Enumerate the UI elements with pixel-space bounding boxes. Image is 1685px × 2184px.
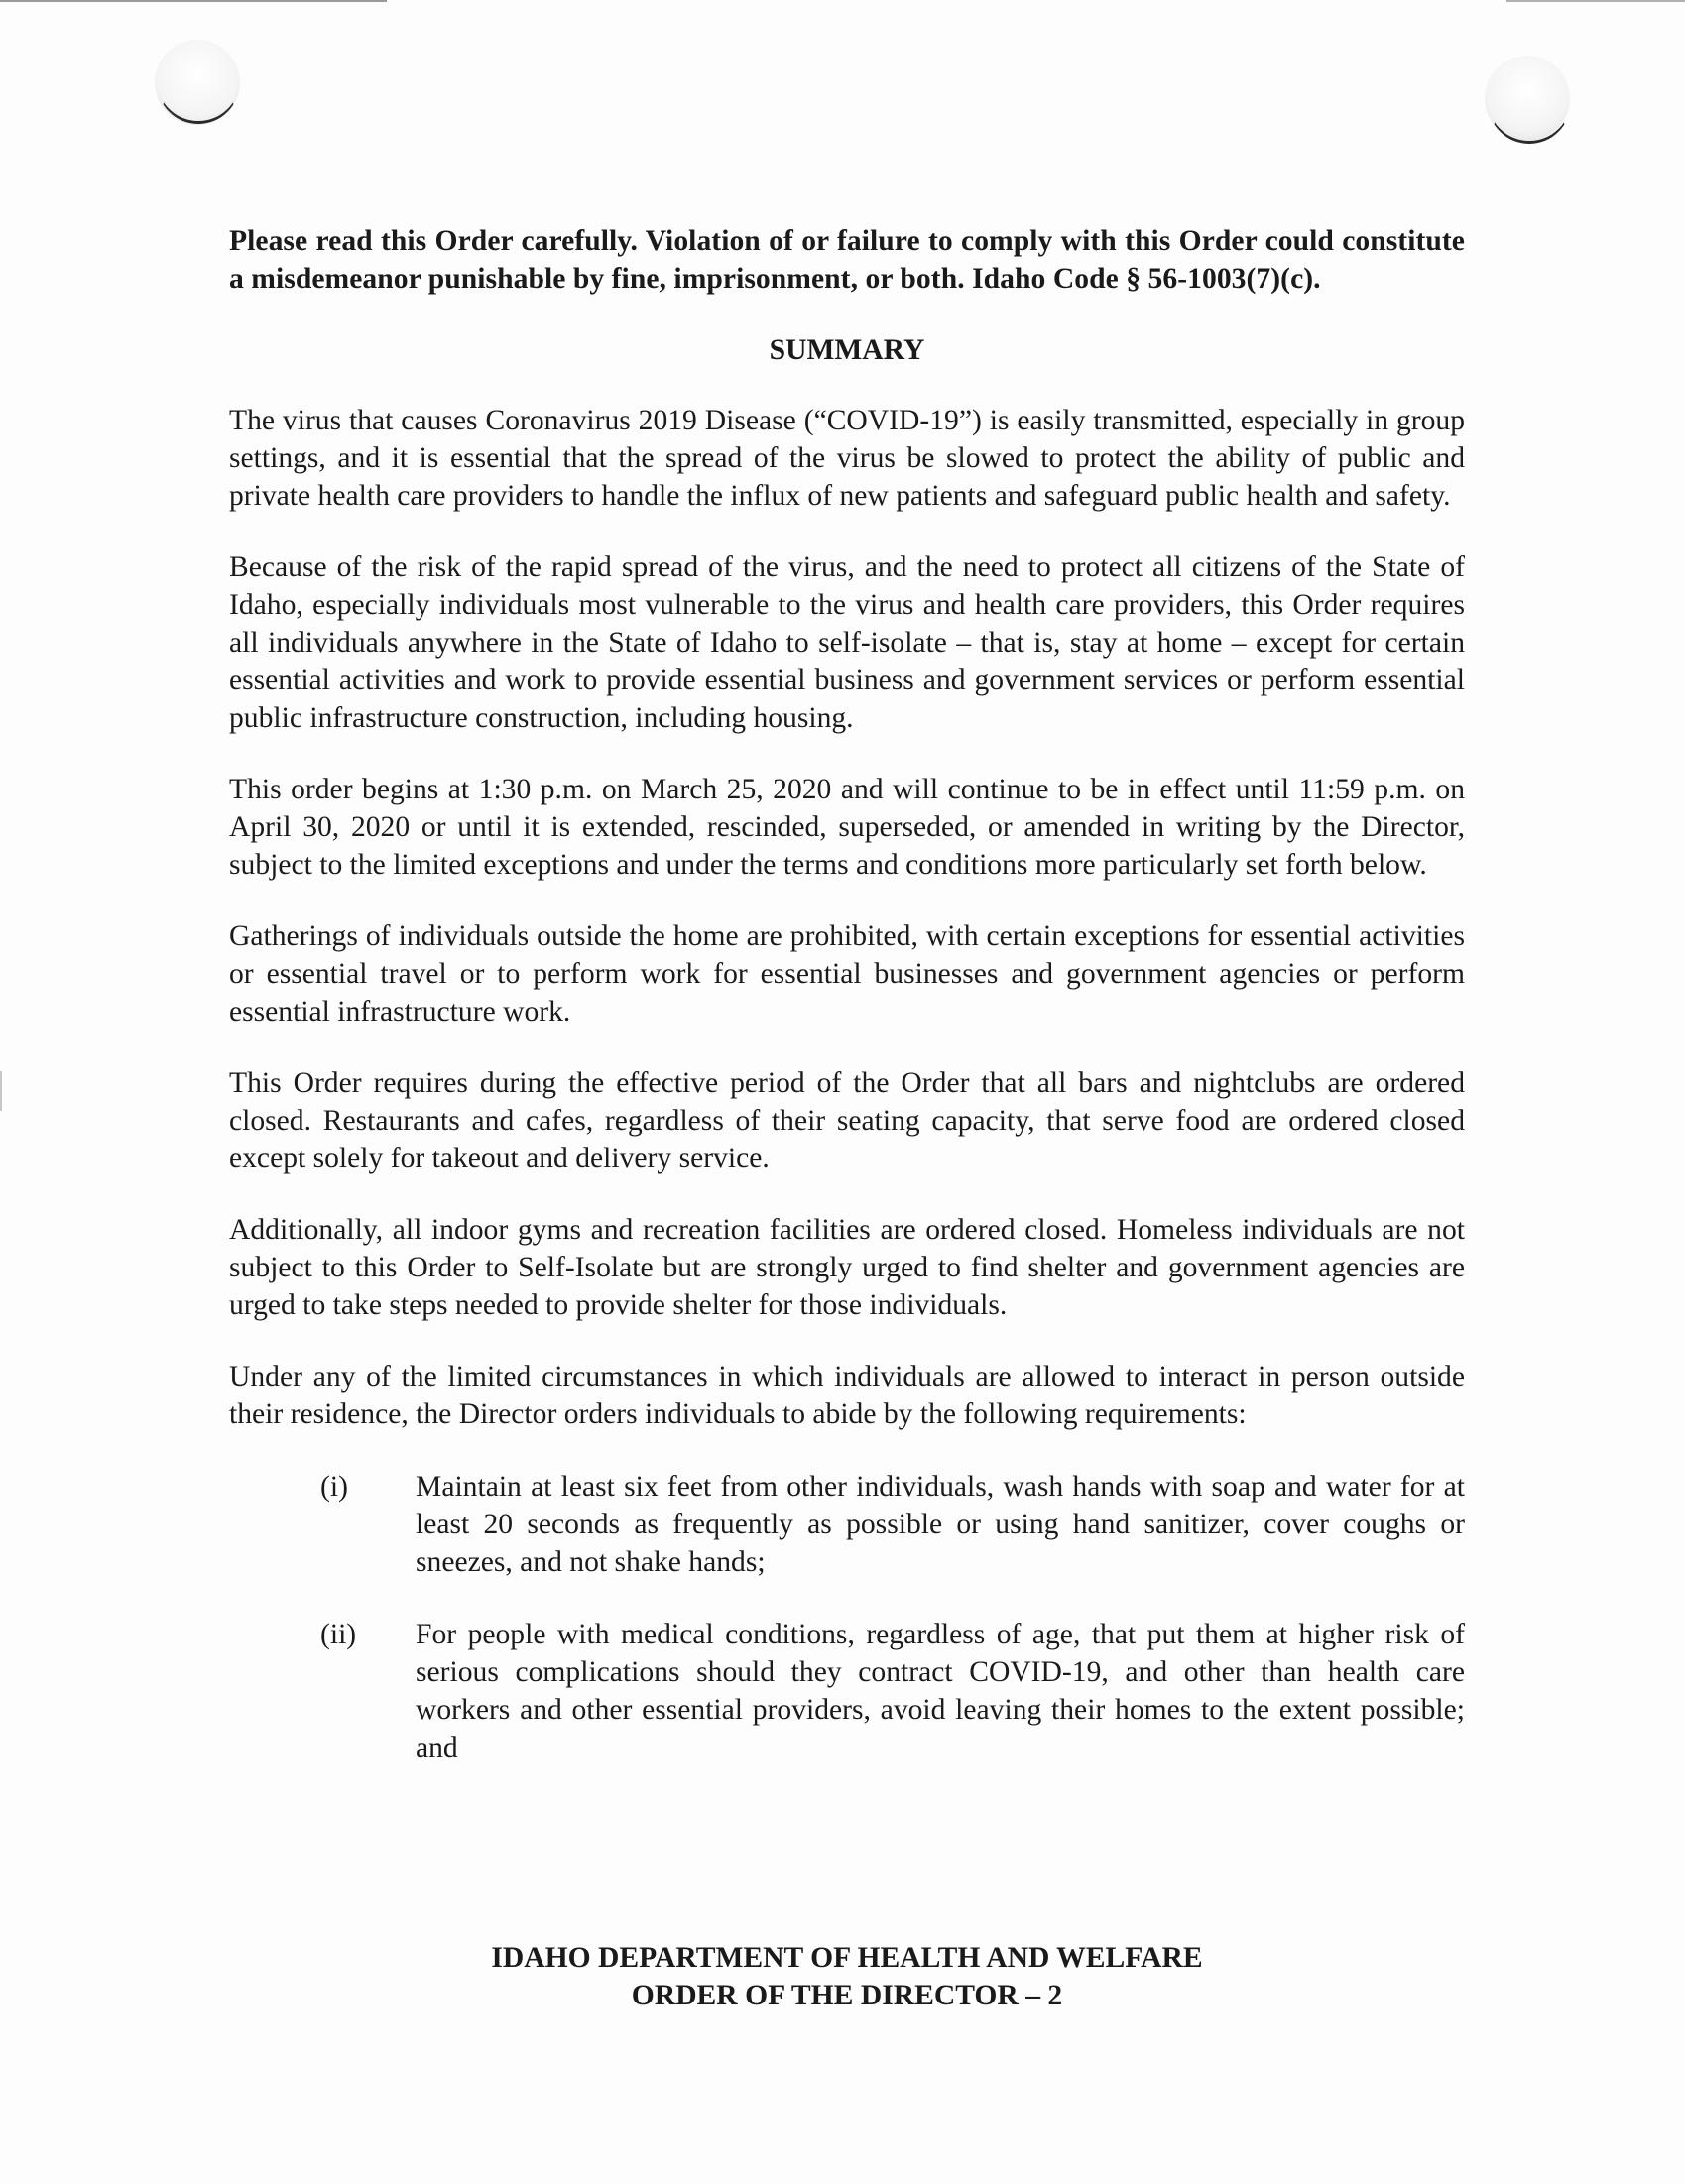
list-item (229, 1616, 1465, 1766)
scan-artifact-line (1506, 0, 1685, 2)
document-body (229, 222, 1465, 1801)
punch-hole-shadow (1488, 60, 1571, 144)
paragraph-virus-transmission: The virus that causes Coronavirus 2019 Disease (“COVID-19”) is easily transmitted, especially in group settings, and it is essential that the spread of the virus be slowed to protect the ability of public and private health care providers to handle the influx of new patients and safeguard public health and safety. (229, 405, 1465, 512)
paragraph-gyms-homeless: Additionally, all indoor gyms and recreation facilities are ordered closed. Homeless individuals are not subject to this Order to Self-Isolate but are strongly urged to find shelter and government agencies are urged to take steps needed to provide shelter for those individuals. (229, 1214, 1465, 1321)
list-item-number: (ii) (320, 1619, 357, 1650)
warning-notice: Please read this Order carefully. Violation of or failure to comply with this Order could constitute a misdemeanor punishable by fine, imprisonment, or both. Idaho Code § 56-1003(7)(c). (229, 225, 1465, 295)
paragraph-bars-restaurants: This Order requires during the effective period of the Order that all bars and nightclubs are ordered closed. Restaurants and cafes, regardless of their seating capacity, that serve food are ordered closed except solely for takeout and delivery service. (229, 1067, 1465, 1174)
paragraph-effective-dates: This order begins at 1:30 p.m. on March 25, 2020 and will continue to be in effect until 11:59 p.m. on April 30, 2020 or until it is extended, rescinded, superseded, or amended in writing by the Director, subject to the limited exceptions and under the terms and conditions more particularly set forth below. (229, 774, 1465, 881)
list-item-number: (i) (320, 1471, 348, 1503)
list-item-text: For people with medical conditions, regardless of age, that put them at higher risk of serious complications should they contract COVID-19, and other than health care workers and other essential providers, avoid leaving their homes to the extent possible; and (416, 1619, 1465, 1763)
requirements-list (229, 1468, 1465, 1766)
footer-department: IDAHO DEPARTMENT OF HEALTH AND WELFARE (491, 1942, 1203, 1974)
footer-order-page: ORDER OF THE DIRECTOR – 2 (631, 1980, 1063, 2011)
punch-hole-shadow (157, 40, 240, 124)
list-item-text: Maintain at least six feet from other individuals, wash hands with soap and water for at least 20 seconds as frequently as possible or using hand sanitizer, cover coughs or sneezes, and not shake hands; (416, 1471, 1465, 1578)
paragraph-gatherings: Gatherings of individuals outside the home are prohibited, with certain exceptions for essential activities or essential travel or to perform work for essential businesses and government agencies or perform essential infrastructure work. (229, 920, 1465, 1028)
paragraph-self-isolate: Because of the risk of the rapid spread of the virus, and the need to protect all citizens of the State of Idaho, especially individuals most vulnerable to the virus and health care providers, this Order requires all individuals anywhere in the State of Idaho to self-isolate – that is, stay at home – except for certain essential activities and work to provide essential business and government services or perform essential public infrastructure construction, including housing. (229, 551, 1465, 734)
paragraph-requirements-intro: Under any of the limited circumstances in which individuals are allowed to interact in person outside their residence, the Director orders individuals to abide by the following requirements: (229, 1361, 1465, 1430)
scan-artifact-edge (0, 1071, 2, 1111)
scan-artifact-line (0, 0, 387, 2)
list-item (229, 1468, 1465, 1581)
summary-heading: SUMMARY (769, 334, 925, 366)
page-footer (229, 1939, 1465, 2014)
